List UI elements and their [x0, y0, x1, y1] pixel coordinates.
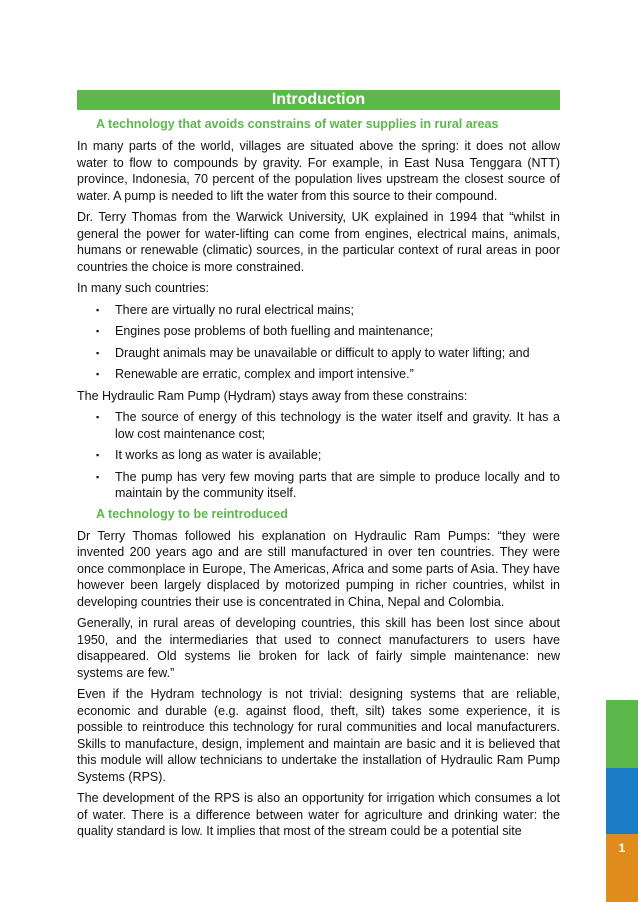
- bullet-icon: ▪: [96, 347, 100, 358]
- list-item: ▪ Renewable are erratic, complex and import intensive.”: [96, 367, 414, 381]
- side-bar-blue: [606, 768, 638, 834]
- bullet-icon: ▪: [96, 412, 100, 422]
- list-item: ▪ It works as long as water is available;: [96, 448, 322, 462]
- list-item: ▪ The source of energy of this technology is the water itself and gravity. It has a low cost maintenance cost;: [96, 410, 560, 441]
- bullet-icon: ▪: [96, 326, 100, 336]
- paragraph-terry-thomas-quote: Dr. Terry Thomas from the Warwick University, UK explained in 1994 that “whilst in general the power for water-lifting can come from engines, electrical mains, animals, humans or renewable (climatic) sources, in the particular context of rural areas in poor countries the choice is more constrained.: [77, 210, 560, 274]
- subheading-reintroduced: A technology to be reintroduced: [96, 506, 288, 521]
- subheading-rural-constraints: A technology that avoids constrains of water supplies in rural areas: [96, 117, 499, 131]
- list-item: ▪ Engines pose problems of both fuelling and maintenance;: [96, 324, 434, 338]
- bullet-icon: ▪: [96, 450, 100, 460]
- constraints-list: [77, 302, 560, 383]
- list-item: ▪ Draught animals may be unavailable or difficult to apply to water lifting; and: [96, 345, 530, 360]
- paragraph-villages: In many parts of the world, villages are situated above the spring: it does not allow water to flow to compounds by gravity. For example, in East Nusa Tenggara (NTT) province, Indonesia, 70 percent of the population lives upstream the closest source of water. A pump is needed to lift the water from this source to their compound.: [77, 139, 560, 203]
- list-item: ▪ There are virtually no rural electrical mains;: [96, 302, 354, 317]
- paragraph-history: Dr Terry Thomas followed his explanation on Hydraulic Ram Pumps: “they were invented 200 years ago and are still manufactured in over ten countries. They were once commonplace in Europe, The Americas, Africa and some parts of Asia. They have however been largely displaced by motorized pumping in richer countries, whilst in developing countries their use is concentrated in China, Nepal and Colombia.: [77, 528, 560, 609]
- paragraph-many-countries: In many such countries:: [77, 281, 210, 295]
- bullet-icon: ▪: [96, 369, 100, 379]
- hydram-benefits-list: [77, 409, 560, 502]
- side-bar-green: [606, 700, 638, 768]
- page-content: [77, 90, 560, 845]
- list-item: ▪ The pump has very few moving parts that are simple to produce locally and to maintain by the community itself.: [96, 469, 560, 500]
- section-title: Introduction: [77, 90, 560, 110]
- page-number: 1: [618, 841, 626, 855]
- paragraph-reintroduce: Even if the Hydram technology is not trivial: designing systems that are reliable, economic and durable (e.g. against flood, theft, silt) takes some experience, it is possible to reintroduce this technology for rural communities and local manufacturers. Skills to manufacture, design, implement and maintain are basic and it is believed that this module will allow technicians to undertake the installation of Hydraulic Ram Pump Systems (RPS).: [77, 687, 560, 784]
- paragraph-irrigation: The development of the RPS is also an opportunity for irrigation which consumes a lot of water. There is a difference between water for agriculture and drinking water: the quality standard is low. It implies that most of the stream could be a potential site: [77, 791, 560, 838]
- bullet-icon: ▪: [96, 304, 100, 315]
- paragraph-hydram-intro: The Hydraulic Ram Pump (Hydram) stays away from these constrains:: [77, 388, 468, 403]
- bullet-icon: ▪: [96, 471, 100, 482]
- paragraph-skill-lost: Generally, in rural areas of developing countries, this skill has been lost since about 1950, and the intermediaries that used to connect manufacturers to users have disappeared. Old systems lie broken for lack of fairly simple maintenance: new systems are few.”: [77, 616, 560, 680]
